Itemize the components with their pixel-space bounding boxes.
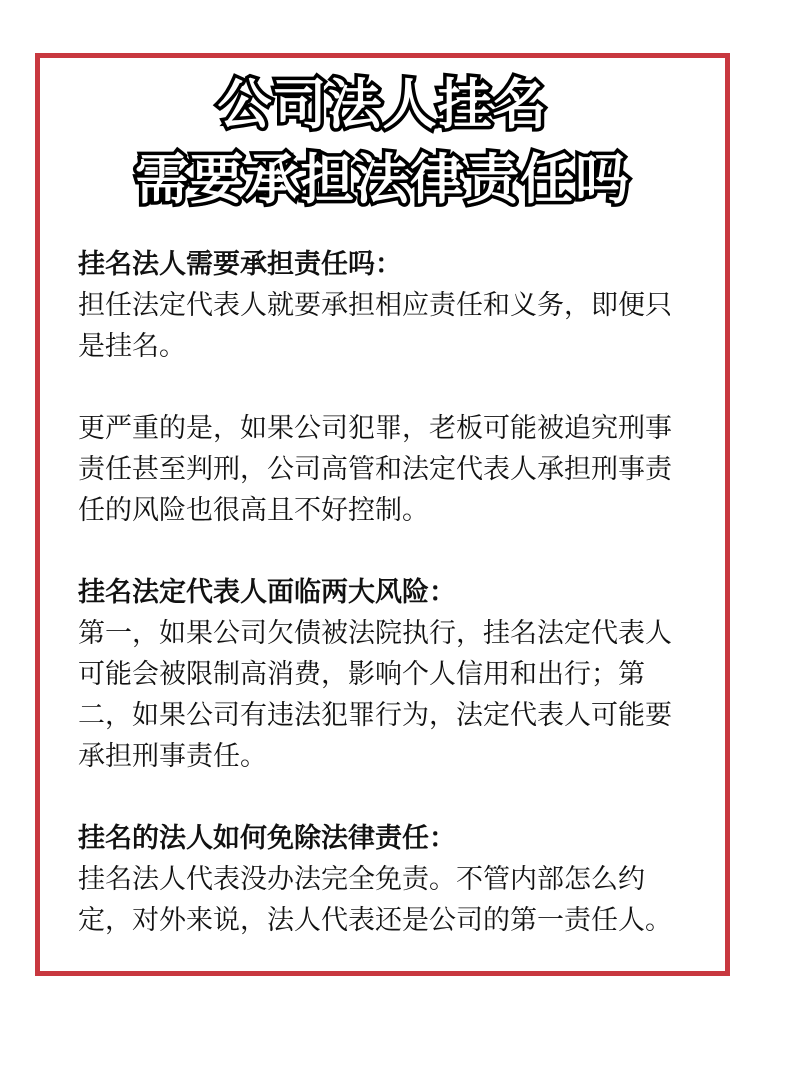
title-line-1: 公司法人挂名	[217, 73, 548, 136]
paragraph-line: 是挂名。	[78, 331, 186, 362]
paragraph-line: 定，对外来说，法人代表还是公司的第一责任人。	[78, 905, 672, 936]
paragraph-line: 挂名法人代表没办法完全免责。不管内部怎么约	[78, 864, 645, 895]
section-heading-3: 挂名的法人如何免除法律责任：	[78, 823, 456, 854]
poster-frame	[35, 53, 730, 976]
paragraph-line: 责任甚至判刑，公司高管和法定代表人承担刑事责	[78, 454, 672, 485]
paragraph-line: 可能会被限制高消费，影响个人信用和出行；第	[78, 659, 645, 690]
section-heading-2: 挂名法定代表人面临两大风险：	[78, 577, 456, 608]
title-line-2: 需要承担法律责任吗	[135, 148, 630, 211]
section-heading-1: 挂名法人需要承担责任吗：	[78, 249, 402, 280]
paragraph-line: 第一，如果公司欠债被法院执行，挂名法定代表人	[78, 618, 672, 649]
article-body	[78, 244, 723, 941]
paragraph-line: 承担刑事责任。	[78, 741, 267, 772]
paragraph-line: 二，如果公司有违法犯罪行为，法定代表人可能要	[78, 700, 672, 731]
paragraph-line: 更严重的是，如果公司犯罪，老板可能被追究刑事	[78, 413, 672, 444]
paragraph-line: 任的风险也很高且不好控制。	[78, 495, 429, 526]
paragraph-line: 担任法定代表人就要承担相应责任和义务，即便只	[78, 290, 672, 321]
